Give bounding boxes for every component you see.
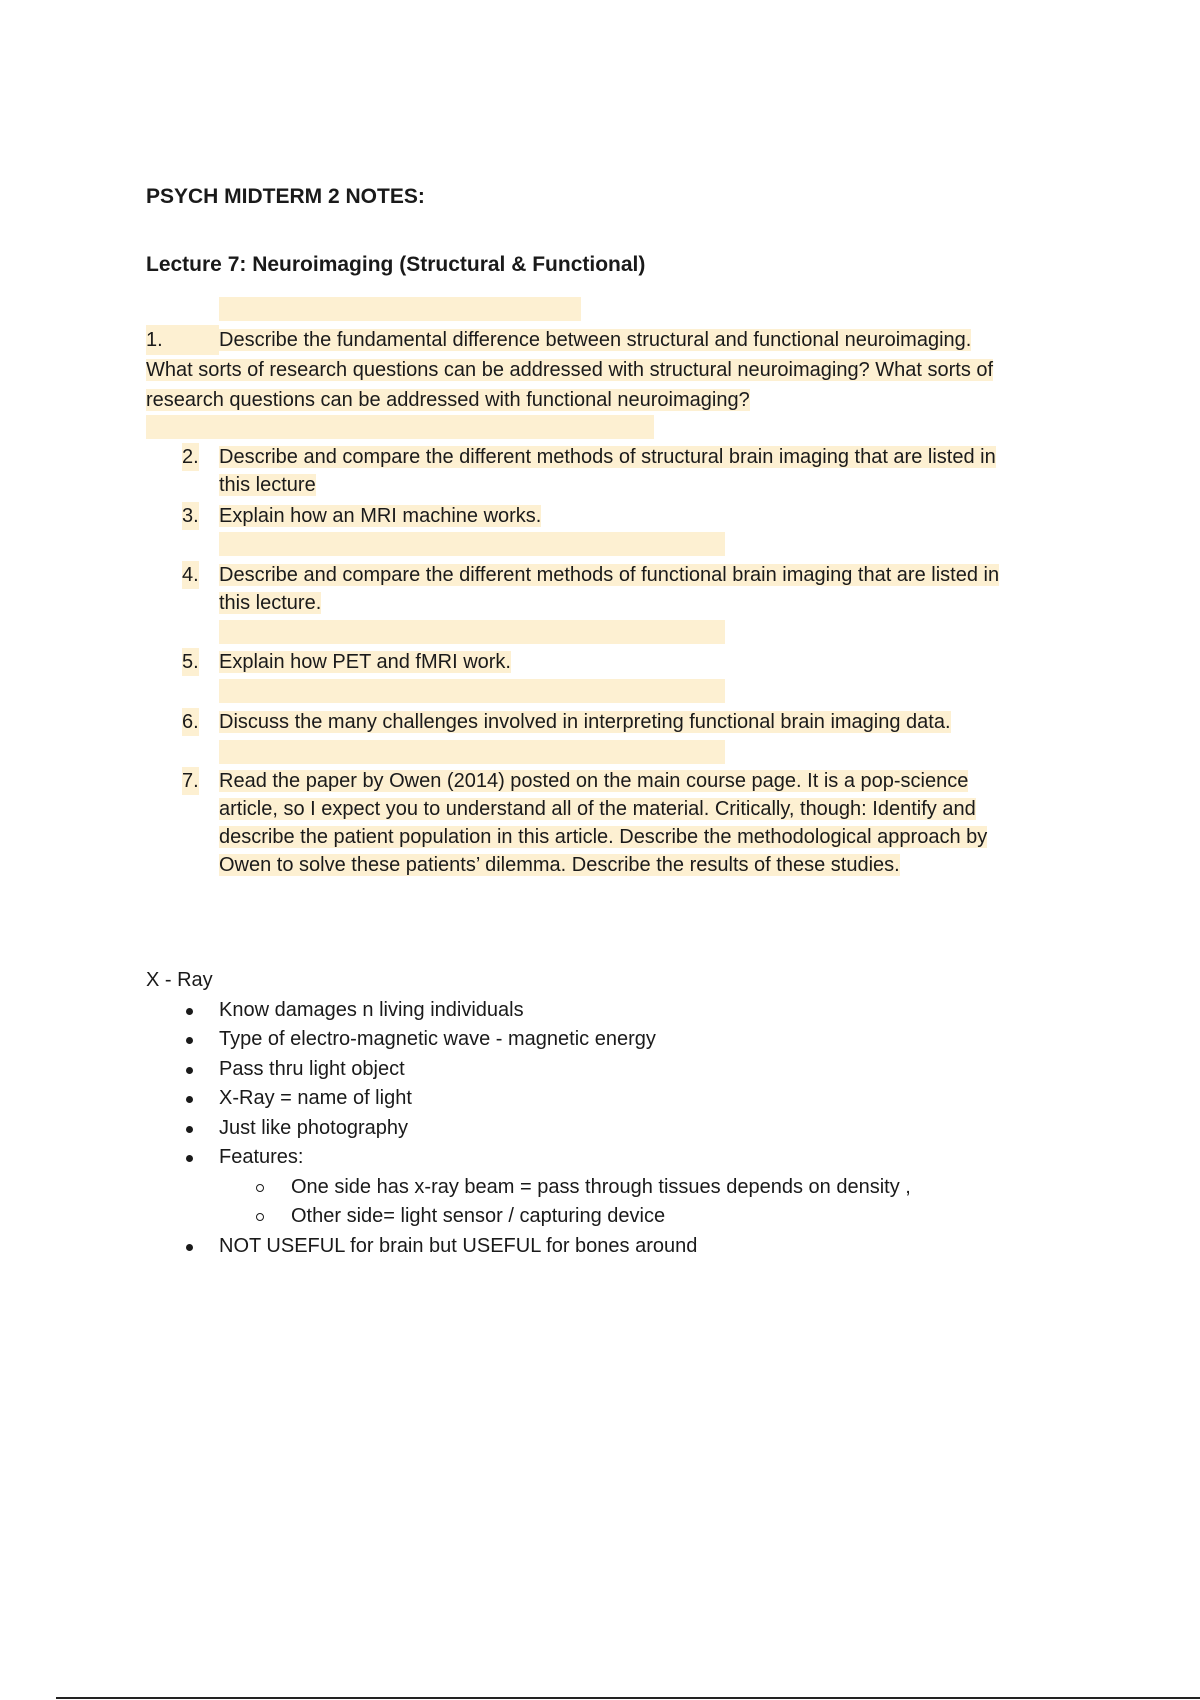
question-text bbox=[219, 443, 1200, 499]
question-text bbox=[219, 708, 1200, 736]
highlight-bar bbox=[146, 415, 654, 439]
question-number: 7. bbox=[182, 767, 199, 795]
question-text: research questions can be addressed with functional neuroimaging? bbox=[146, 389, 750, 411]
list-item: Features: bbox=[146, 1143, 1106, 1173]
sub-list-item: One side has x-ray beam = pass through tissues depends on density , bbox=[146, 1173, 1106, 1203]
question-1-line-1 bbox=[146, 325, 1106, 355]
question-number: 5. bbox=[182, 648, 199, 676]
question-1-line-3 bbox=[146, 385, 1106, 415]
list-item: Know damages n living individuals bbox=[146, 996, 1106, 1026]
question-number: 6. bbox=[182, 708, 199, 736]
question-line: Explain how PET and fMRI work. bbox=[219, 651, 511, 673]
question-number: 2. bbox=[182, 443, 199, 471]
question-line: Describe and compare the different methods of structural brain imaging that are listed in bbox=[219, 446, 996, 468]
highlight-bar bbox=[219, 740, 725, 764]
question-line: article, so I expect you to understand all of the material. Critically, though: Identify and bbox=[219, 798, 976, 820]
question-number: 3. bbox=[182, 502, 199, 530]
question-line: Describe and compare the different methods of functional brain imaging that are listed in bbox=[219, 564, 1000, 586]
question-text: Describe the fundamental difference between structural and functional neuroimaging. bbox=[219, 329, 972, 351]
question-line: this lecture bbox=[219, 474, 316, 496]
question-text bbox=[219, 767, 1200, 879]
list-item: NOT USEFUL for brain but USEFUL for bones around bbox=[146, 1232, 1106, 1262]
list-item: Type of electro-magnetic wave - magnetic energy bbox=[146, 1025, 1106, 1055]
highlight-bar bbox=[219, 532, 725, 556]
question-1 bbox=[146, 325, 1106, 415]
highlight-bar bbox=[219, 679, 725, 703]
question-number: 4. bbox=[182, 561, 199, 589]
list-item: Pass thru light object bbox=[146, 1055, 1106, 1085]
section-title: X - Ray bbox=[146, 969, 213, 991]
question-line: describe the patient population in this article. Describe the methodological approach by bbox=[219, 826, 988, 848]
page-bottom-rule bbox=[56, 1697, 1200, 1699]
sub-list-item: Other side= light sensor / capturing device bbox=[146, 1202, 1106, 1232]
question-line: Explain how an MRI machine works. bbox=[219, 505, 542, 527]
list-item: X-Ray = name of light bbox=[146, 1084, 1106, 1114]
bullet-list bbox=[146, 1232, 1106, 1262]
question-line: Owen to solve these patients’ dilemma. Describe the results of these studies. bbox=[219, 854, 900, 876]
question-line: Discuss the many challenges involved in interpreting functional brain imaging data. bbox=[219, 711, 951, 733]
question-text bbox=[219, 502, 1200, 530]
list-item: Just like photography bbox=[146, 1114, 1106, 1144]
question-line: this lecture. bbox=[219, 592, 322, 614]
question-text bbox=[219, 648, 1200, 676]
question-line: Read the paper by Owen (2014) posted on the main course page. It is a pop-science bbox=[219, 770, 969, 792]
question-text: What sorts of research questions can be addressed with structural neuroimaging? What sorts of bbox=[146, 359, 994, 381]
question-1-line-2 bbox=[146, 355, 1106, 385]
highlight-bar bbox=[219, 620, 725, 644]
lecture-heading: Lecture 7: Neuroimaging (Structural & Functional) bbox=[146, 253, 646, 276]
sub-bullet-list bbox=[146, 1173, 1106, 1232]
highlight-bar bbox=[219, 297, 581, 321]
bullet-list bbox=[146, 996, 1106, 1173]
question-number: 1. bbox=[146, 325, 219, 355]
document-title: PSYCH MIDTERM 2 NOTES: bbox=[146, 185, 425, 208]
xray-notes bbox=[146, 966, 1106, 1261]
question-text bbox=[219, 561, 1200, 617]
